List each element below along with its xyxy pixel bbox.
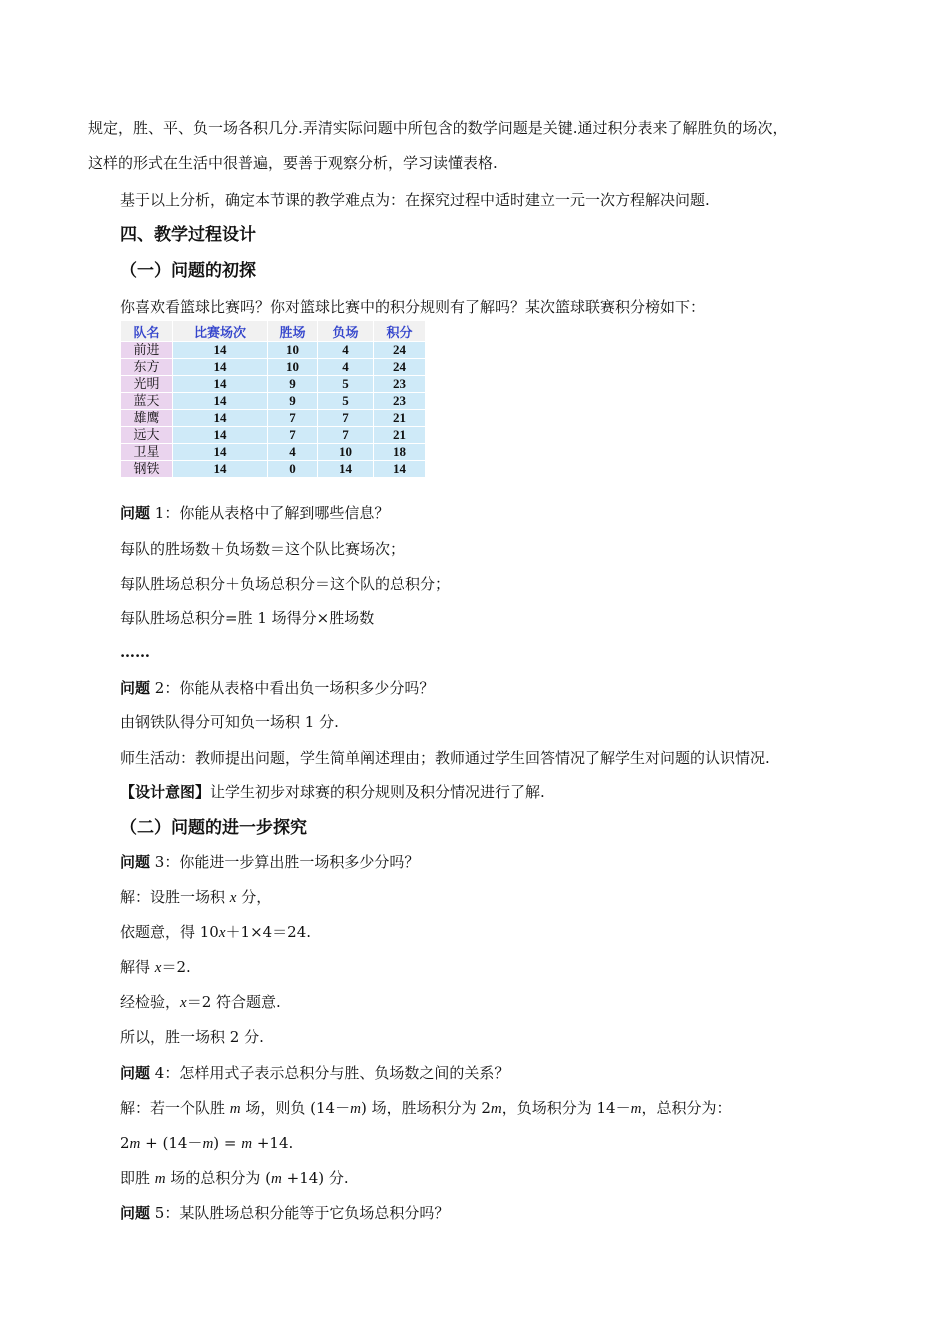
text-span: 1：你能从表格中了解到哪些信息？ <box>150 504 390 522</box>
paragraph-line <box>120 539 405 559</box>
value-cell: 14 <box>173 427 267 443</box>
text-span: 经检验， <box>120 993 181 1011</box>
section-heading <box>120 261 256 281</box>
paragraph-line <box>120 1063 509 1083</box>
math-variable: m <box>630 1101 642 1117</box>
math-variable: x <box>154 960 162 976</box>
text-span: 3：你能进一步算出胜一场积多少分吗？ <box>150 853 420 871</box>
header-cell: 队名 <box>121 321 172 341</box>
team-name-cell: 蓝天 <box>121 393 172 409</box>
paragraph-line <box>120 1168 349 1189</box>
bold-label: 问题 <box>120 504 151 522</box>
team-name-cell: 东方 <box>121 359 172 375</box>
paragraph-line <box>88 118 788 138</box>
text-span: 每队胜场总积分=胜 1 场得分×胜场数 <box>120 609 375 627</box>
math-variable: m <box>129 1136 141 1152</box>
bold-label: …… <box>120 643 150 661</box>
value-cell: 10 <box>268 359 317 375</box>
text-span: 这样的形式在生活中很普遍，要善于观察分析，学习读懂表格. <box>88 154 498 172</box>
value-cell: 14 <box>173 444 267 460</box>
text-span: 师生活动：教师提出问题，学生简单阐述理由；教师通过学生回答情况了解学生对问题的认识情况. <box>120 749 770 767</box>
text-span: 解：若一个队胜 <box>120 1099 230 1117</box>
value-cell: 7 <box>318 410 373 426</box>
value-cell: 4 <box>318 359 373 375</box>
table-row <box>121 376 425 392</box>
section-heading <box>120 225 256 245</box>
paragraph-line <box>120 678 434 698</box>
math-variable: x <box>218 925 226 941</box>
text-span: 让学生初步对球赛的积分规则及积分情况进行了解. <box>210 783 545 801</box>
value-cell: 14 <box>173 376 267 392</box>
text-span: 2 <box>120 1134 130 1152</box>
value-cell: 7 <box>318 427 373 443</box>
value-cell: 9 <box>268 376 317 392</box>
paragraph-line <box>120 712 339 732</box>
text-span: 所以，胜一场积 2 分. <box>120 1028 264 1046</box>
text-span: ) 场，胜场积分为 2 <box>360 1099 491 1117</box>
standings-table <box>120 320 426 478</box>
value-cell: 4 <box>268 444 317 460</box>
math-variable: m <box>350 1101 361 1117</box>
paragraph-line <box>120 748 770 768</box>
paragraph-line <box>120 642 150 662</box>
paragraph-line <box>120 297 705 317</box>
value-cell: 10 <box>318 444 373 460</box>
paragraph-line <box>120 782 545 802</box>
paragraph-line <box>120 1203 449 1223</box>
text-span: ＝2. <box>161 958 191 976</box>
text-span: （一）问题的初探 <box>120 261 256 281</box>
bold-label: 问题 <box>120 1064 151 1082</box>
table-header-row <box>121 321 425 341</box>
paragraph-line <box>120 1027 264 1047</box>
bold-label: 问题 <box>120 853 151 871</box>
math-variable: m <box>202 1136 214 1152</box>
paragraph-line <box>120 1098 731 1119</box>
section-heading <box>120 818 307 838</box>
value-cell: 5 <box>318 376 373 392</box>
text-span: +14. <box>252 1134 294 1152</box>
paragraph-line <box>120 957 191 978</box>
value-cell: 14 <box>173 359 267 375</box>
value-cell: 14 <box>173 393 267 409</box>
paragraph-line <box>120 608 374 628</box>
value-cell: 10 <box>268 342 317 358</box>
text-span: 场，则负 (14－ <box>240 1099 351 1117</box>
bold-label: 【设计意图】 <box>120 783 211 801</box>
value-cell: 5 <box>318 393 373 409</box>
table-row <box>121 427 425 443</box>
value-cell: 4 <box>318 342 373 358</box>
text-span: ，总积分为： <box>641 1099 732 1117</box>
value-cell: 7 <box>268 410 317 426</box>
value-cell: 21 <box>374 410 425 426</box>
value-cell: 7 <box>268 427 317 443</box>
table-row <box>121 393 425 409</box>
team-name-cell: 卫星 <box>121 444 172 460</box>
paragraph-line <box>120 574 450 594</box>
math-variable: m <box>154 1171 166 1187</box>
value-cell: 24 <box>374 359 425 375</box>
value-cell: 14 <box>374 461 425 477</box>
team-name-cell: 雄鹰 <box>121 410 172 426</box>
paragraph-line <box>120 1133 293 1154</box>
bold-label: 问题 <box>120 679 151 697</box>
value-cell: 23 <box>374 376 425 392</box>
text-span: 四、教学过程设计 <box>120 225 256 245</box>
math-variable: m <box>271 1171 282 1187</box>
text-span: 每队胜场总积分＋负场总积分＝这个队的总积分； <box>120 575 451 593</box>
table-row <box>121 410 425 426</box>
math-variable: m <box>490 1101 502 1117</box>
table-row <box>121 342 425 358</box>
value-cell: 24 <box>374 342 425 358</box>
team-name-cell: 前进 <box>121 342 172 358</box>
math-variable: m <box>241 1136 253 1152</box>
text-span: 场的总积分为 ( <box>165 1169 272 1187</box>
text-span: 由钢铁队得分可知负一场积 1 分. <box>120 713 339 731</box>
paragraph-line <box>120 190 710 210</box>
text-span: （二）问题的进一步探究 <box>120 818 307 838</box>
text-span: 分， <box>236 888 272 906</box>
text-span: ＝2 符合题意. <box>186 993 281 1011</box>
team-name-cell: 钢铁 <box>121 461 172 477</box>
header-cell: 负场 <box>318 321 373 341</box>
text-span: 即胜 <box>120 1169 155 1187</box>
header-cell: 胜场 <box>268 321 317 341</box>
text-span: 2：你能从表格中看出负一场积多少分吗？ <box>150 679 435 697</box>
paragraph-line <box>120 852 419 872</box>
text-span: 5：某队胜场总积分能等于它负场总积分吗？ <box>150 1204 450 1222</box>
math-variable: x <box>229 890 237 906</box>
paragraph-line <box>120 922 311 943</box>
paragraph-line <box>88 153 498 173</box>
text-span: +14) 分. <box>281 1169 349 1187</box>
text-span: 你喜欢看篮球比赛吗？你对篮球比赛中的积分规则有了解吗？某次篮球联赛积分榜如下： <box>120 298 706 316</box>
value-cell: 9 <box>268 393 317 409</box>
math-variable: m <box>229 1101 241 1117</box>
text-span: ) = <box>213 1134 242 1152</box>
text-span: 解：设胜一场积 <box>120 888 230 906</box>
header-cell: 积分 <box>374 321 425 341</box>
value-cell: 14 <box>318 461 373 477</box>
team-name-cell: 光明 <box>121 376 172 392</box>
math-variable: x <box>180 995 187 1011</box>
value-cell: 14 <box>173 461 267 477</box>
text-span: ＋1×4＝24. <box>225 923 312 941</box>
value-cell: 14 <box>173 410 267 426</box>
value-cell: 0 <box>268 461 317 477</box>
value-cell: 23 <box>374 393 425 409</box>
header-cell: 比赛场次 <box>173 321 267 341</box>
text-span: 依题意，得 10 <box>120 923 219 941</box>
text-span: + (14－ <box>140 1134 203 1152</box>
table-row <box>121 359 425 375</box>
text-span: 4：怎样用式子表示总积分与胜、负场数之间的关系？ <box>150 1064 510 1082</box>
text-span: ，负场积分为 14－ <box>501 1099 631 1117</box>
paragraph-line <box>120 503 389 523</box>
value-cell: 18 <box>374 444 425 460</box>
value-cell: 14 <box>173 342 267 358</box>
bold-label: 问题 <box>120 1204 151 1222</box>
team-name-cell: 远大 <box>121 427 172 443</box>
table-row <box>121 444 425 460</box>
text-span: 规定，胜、平、负一场各积几分.弄清实际问题中所包含的数学问题是关键.通过积分表来了解胜负的场次， <box>88 119 788 137</box>
paragraph-line <box>120 887 271 908</box>
text-span: 解得 <box>120 958 155 976</box>
text-span: 每队的胜场数＋负场数＝这个队比赛场次； <box>120 540 406 558</box>
value-cell: 21 <box>374 427 425 443</box>
paragraph-line <box>120 992 281 1013</box>
table-row <box>121 461 425 477</box>
text-span: 基于以上分析，确定本节课的教学难点为：在探究过程中适时建立一元一次方程解决问题. <box>120 191 710 209</box>
